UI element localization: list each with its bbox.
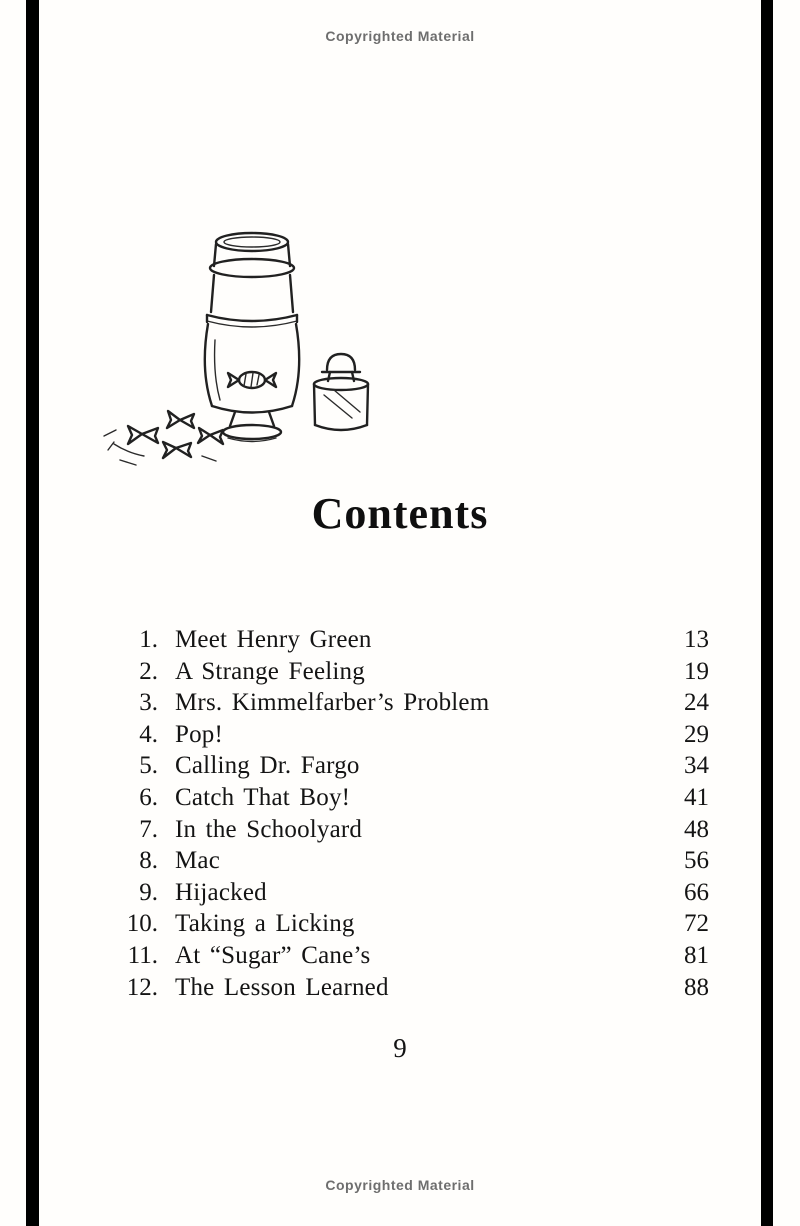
contents-entry xyxy=(112,687,709,719)
contents-entry xyxy=(112,624,709,656)
chapter-page: 72 xyxy=(684,910,709,938)
contents-entry xyxy=(112,877,709,909)
chapter-page: 81 xyxy=(684,941,709,969)
contents-entry xyxy=(112,908,709,940)
chapter-page: 56 xyxy=(684,847,709,875)
chapter-number: 5. xyxy=(139,752,158,780)
chapter-title: At “Sugar” Cane’s xyxy=(175,941,371,969)
chapter-title: Mac xyxy=(175,847,221,875)
chapter-page: 19 xyxy=(684,657,709,685)
copyright-notice-bottom: Copyrighted Material xyxy=(325,1177,475,1193)
contents-entry xyxy=(112,845,709,877)
chapter-page: 13 xyxy=(684,626,709,653)
chapter-page: 41 xyxy=(684,783,709,811)
chapter-number: 9. xyxy=(139,878,158,906)
contents-list xyxy=(112,624,709,1003)
chapter-page: 34 xyxy=(684,752,709,780)
chapter-title: Hijacked xyxy=(175,878,267,906)
chapter-number: 7. xyxy=(139,815,158,843)
chapter-number: 11. xyxy=(127,941,158,969)
chapter-number: 2. xyxy=(139,657,158,685)
chapter-title: Calling Dr. Fargo xyxy=(175,752,360,780)
chapter-page: 88 xyxy=(684,973,709,1001)
chapter-page: 24 xyxy=(684,689,709,717)
chapter-number: 8. xyxy=(139,847,158,875)
contents-entry xyxy=(112,782,709,814)
chapter-title: Meet Henry Green xyxy=(175,626,372,653)
contents-heading: Contents xyxy=(311,489,489,538)
contents-entry xyxy=(112,750,709,782)
chapter-title: Pop! xyxy=(175,720,224,748)
chapter-number: 10. xyxy=(126,910,158,938)
chapter-title: Taking a Licking xyxy=(175,910,355,938)
contents-entry xyxy=(112,940,709,972)
chapter-title: Mrs. Kimmelfarber’s Problem xyxy=(175,689,490,717)
chapter-page: 48 xyxy=(684,815,709,843)
chapter-title: A Strange Feeling xyxy=(175,657,365,685)
contents-entry xyxy=(112,656,709,688)
contents-entry xyxy=(112,719,709,751)
chapter-number: 6. xyxy=(139,783,158,811)
candy-jar-illustration xyxy=(84,220,384,475)
chapter-title: Catch That Boy! xyxy=(175,783,351,811)
chapter-number: 12. xyxy=(126,973,158,1001)
chapter-title: The Lesson Learned xyxy=(175,973,389,1001)
page-number: 9 xyxy=(393,1033,407,1063)
chapter-title: In the Schoolyard xyxy=(175,815,363,843)
chapter-page: 66 xyxy=(684,878,709,906)
chapter-page: 29 xyxy=(684,720,709,748)
contents-entry xyxy=(112,814,709,846)
copyright-notice-top: Copyrighted Material xyxy=(325,28,475,44)
chapter-number: 1. xyxy=(139,626,158,653)
chapter-number: 4. xyxy=(139,720,158,748)
chapter-number: 3. xyxy=(139,689,158,717)
contents-entry xyxy=(112,972,709,1004)
